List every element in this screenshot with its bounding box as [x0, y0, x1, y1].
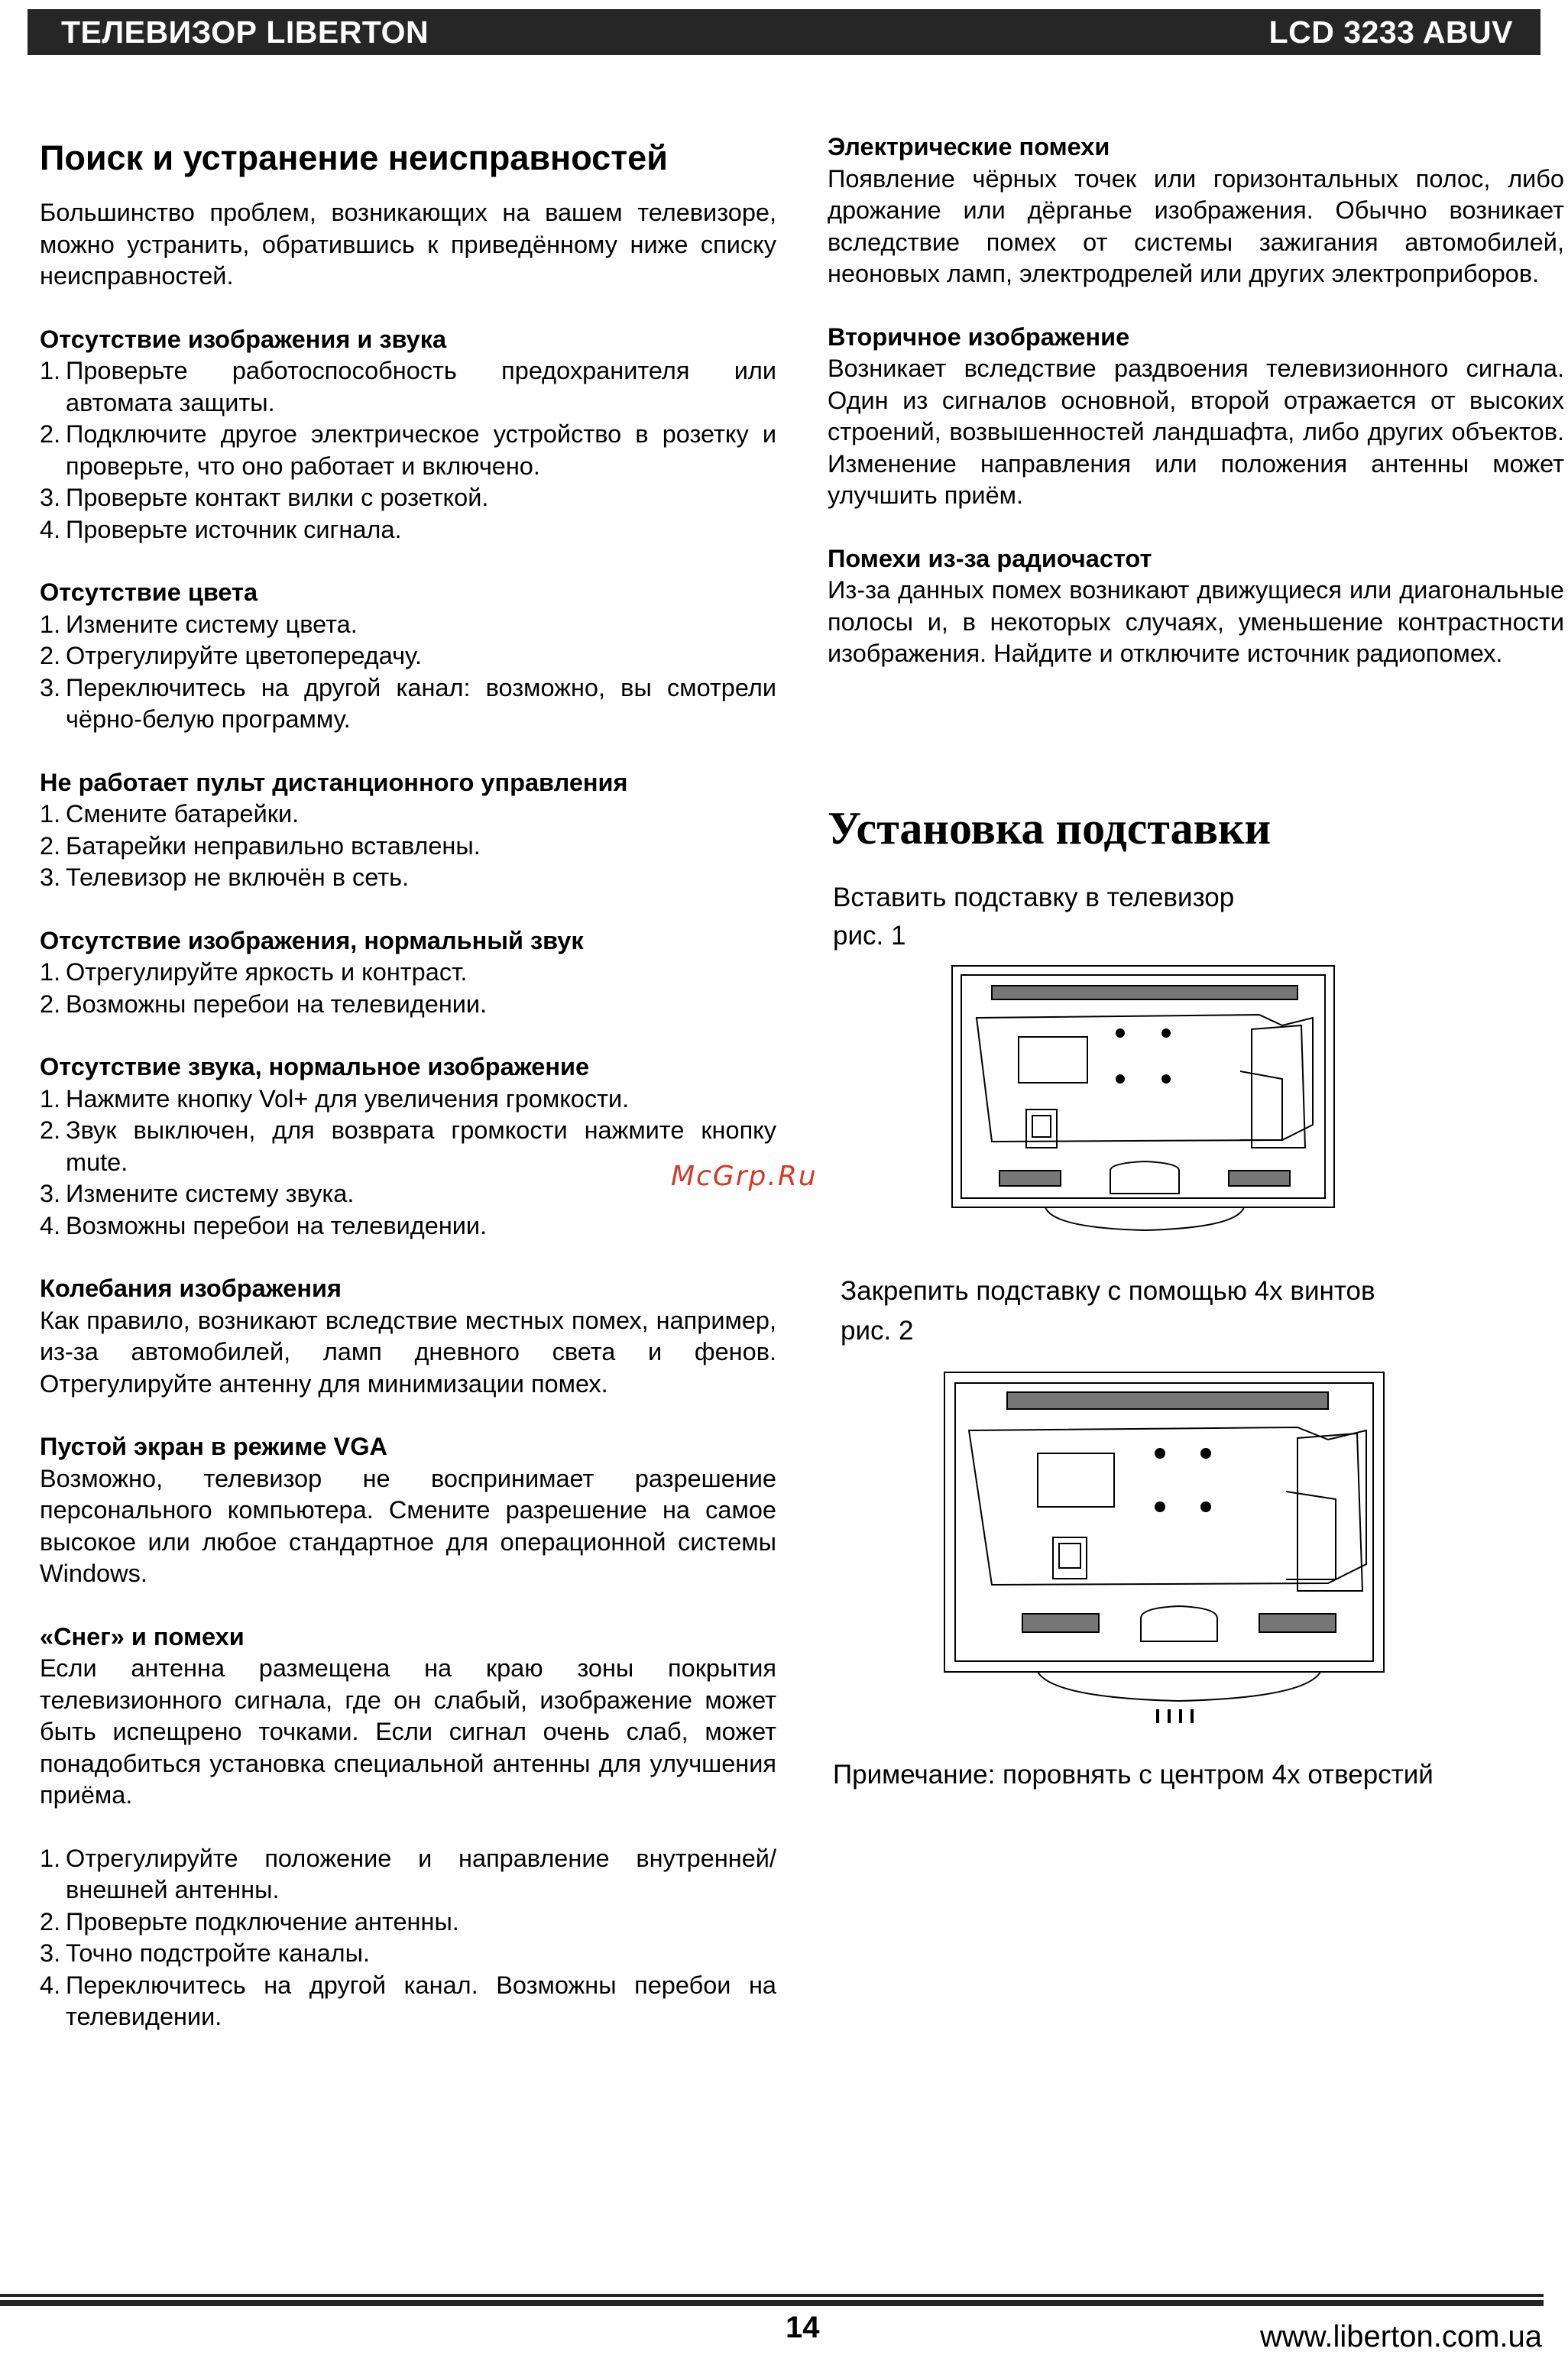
- list-item: 1. Отрегулируйте положение и направление внутренней/внешней антенны.: [40, 1844, 776, 1903]
- list-item: 3. Проверьте контакт вилки с розеткой.: [40, 484, 489, 511]
- troubleshooting-title: Поиск и устранение неисправностей: [40, 138, 668, 177]
- tv-stand-figure-2: [938, 1369, 1397, 1728]
- section-heading: Вторичное изображение: [828, 322, 1130, 351]
- section-heading: Отсутствие звука, нормальное изображение: [40, 1053, 590, 1080]
- section-heading: Колебания изображения: [40, 1275, 342, 1302]
- section-rf: [828, 543, 1564, 670]
- watermark: McGrp.Ru: [671, 1161, 818, 1192]
- right-column: [828, 131, 1564, 701]
- section-heading: Не работает пульт дистанционного управления: [40, 768, 628, 796]
- list-item: 2. Батарейки неправильно вставлены.: [40, 831, 481, 860]
- section-text: Если антенна размещена на краю зоны покрытия телевизионного сигнала, где он слабый, изображение может быть испещрено точками. Если сигнал очень слаб, может понадобиться установка специальной антенны для улучшения приёма.: [40, 1654, 776, 1809]
- section-flicker: [40, 1273, 776, 1400]
- section-heading: Отсутствие изображения и звука: [40, 325, 447, 353]
- section-text: Появление чёрных точек или горизонтальных полос, либо дрожание или дёрганье изображения. Обычно возникает вследствие помех от системы зажигания автомобилей, неоновых ламп, электродрелей или других электроприборов.: [828, 164, 1564, 287]
- fig1-caption: Вставить подставку в телевизор: [833, 883, 1235, 912]
- left-column: [40, 138, 776, 2033]
- section-text: Возможно, телевизор не воспринимает разрешение персонального компьютера. Смените разрешение на самое высокое или любое стандартное для операционной системы Windows.: [40, 1464, 776, 1587]
- list-item: 3. Телевизор не включён в сеть.: [40, 863, 410, 891]
- section-no-sound-normal-picture: [40, 1051, 776, 1242]
- footer-divider-thin: [0, 2294, 1544, 2297]
- website-link[interactable]: www.liberton.com.ua: [1259, 2320, 1542, 2353]
- page-header: [28, 9, 1540, 55]
- list-item: 1. Смените батарейки.: [40, 800, 300, 828]
- snow-steps-list: [40, 1843, 776, 2033]
- list-item: 1. Нажмите кнопку Vol+ для увеличения громкости.: [40, 1084, 630, 1113]
- list-item: 1. Отрегулируйте яркость и контраст.: [40, 958, 468, 986]
- section-text: Возникает вследствие раздвоения телевизионного сигнала. Один из сигналов основной, второй отражается от высоких строений, возвышенностей ландшафта, либо других объектов. Изменение направления или положения антенны может улучшить приём.: [828, 355, 1564, 509]
- list-item: 4. Возможны перебои на телевидении.: [40, 1211, 488, 1239]
- header-title: ТЕЛЕВИЗОР LIBERTON: [61, 14, 429, 50]
- section-remote: [40, 767, 776, 894]
- list-item: 4. Переключитесь на другой канал. Возможны перебои на телевидении.: [40, 1971, 776, 2030]
- section-heading: Помехи из-за радиочастот: [828, 544, 1152, 572]
- list-item: 3. Измените систему звука.: [40, 1180, 355, 1207]
- list-item: 1. Проверьте работоспособность предохранителя или автомата защиты.: [40, 357, 776, 416]
- section-heading: Пустой экран в режиме VGA: [40, 1433, 387, 1460]
- section-no-color: [40, 577, 776, 736]
- section-electrical: [828, 131, 1564, 290]
- section-no-picture-sound: [40, 324, 776, 546]
- section-text: Из-за данных помех возникают движущиеся или диагональные полосы и, в некоторых случаях, уменьшение контрастности изображения. Найдите и отключите источник радиопомех.: [828, 576, 1564, 667]
- fig2-label: рис. 2: [841, 1316, 914, 1346]
- list-item: 2. Отрегулируйте цветопередачу.: [40, 642, 423, 669]
- header-model: LCD 3233 ABUV: [1268, 14, 1513, 50]
- section-no-picture-normal-sound: [40, 925, 776, 1021]
- intro-paragraph: Большинство проблем, возникающих на вашем телевизоре, можно устранить, обратившись к приведённому ниже списку неисправностей.: [40, 199, 776, 290]
- list-item: 2. Возможны перебои на телевидении.: [40, 990, 488, 1018]
- footer-divider-thick: [0, 2300, 1544, 2306]
- fig2-caption: Закрепить подставку с помощью 4х винтов: [841, 1276, 1375, 1306]
- section-ghost: [828, 322, 1564, 512]
- section-heading: «Снег» и помехи: [40, 1622, 245, 1650]
- tv-stand-figure-1: [946, 964, 1343, 1255]
- list-item: 2. Звук выключен, для возврата громкости нажмите кнопку mute.: [40, 1116, 776, 1176]
- list-item: 3. Переключитесь на другой канал: возможно, вы смотрели чёрно-белую программу.: [40, 673, 776, 733]
- list-item: 2. Проверьте подключение антенны.: [40, 1907, 459, 1936]
- section-snow: [40, 1621, 776, 1812]
- section-heading: Отсутствие цвета: [40, 578, 258, 606]
- list-item: 4. Проверьте источник сигнала.: [40, 515, 402, 543]
- page-number: 14: [786, 2311, 820, 2344]
- stand-title: Установка подставки: [828, 803, 1272, 854]
- fig1-label: рис. 1: [833, 921, 906, 951]
- section-heading: Отсутствие изображения, нормальный звук: [40, 926, 584, 954]
- stand-note: Примечание: поровнять с центром 4х отверстий: [833, 1760, 1434, 1790]
- section-vga: [40, 1431, 776, 1590]
- section-text: Как правило, возникают вследствие местных помех, например, из-за автомобилей, ламп дневного света и фенов. Отрегулируйте антенну для минимизации помех.: [40, 1306, 776, 1398]
- list-item: 2. Подключите другое электрическое устройство в розетку и проверьте, что оно работает и включено.: [40, 420, 776, 480]
- list-item: 1. Измените систему цвета.: [40, 610, 358, 638]
- list-item: 3. Точно подстройте каналы.: [40, 1939, 371, 1967]
- section-heading: Электрические помехи: [828, 133, 1110, 160]
